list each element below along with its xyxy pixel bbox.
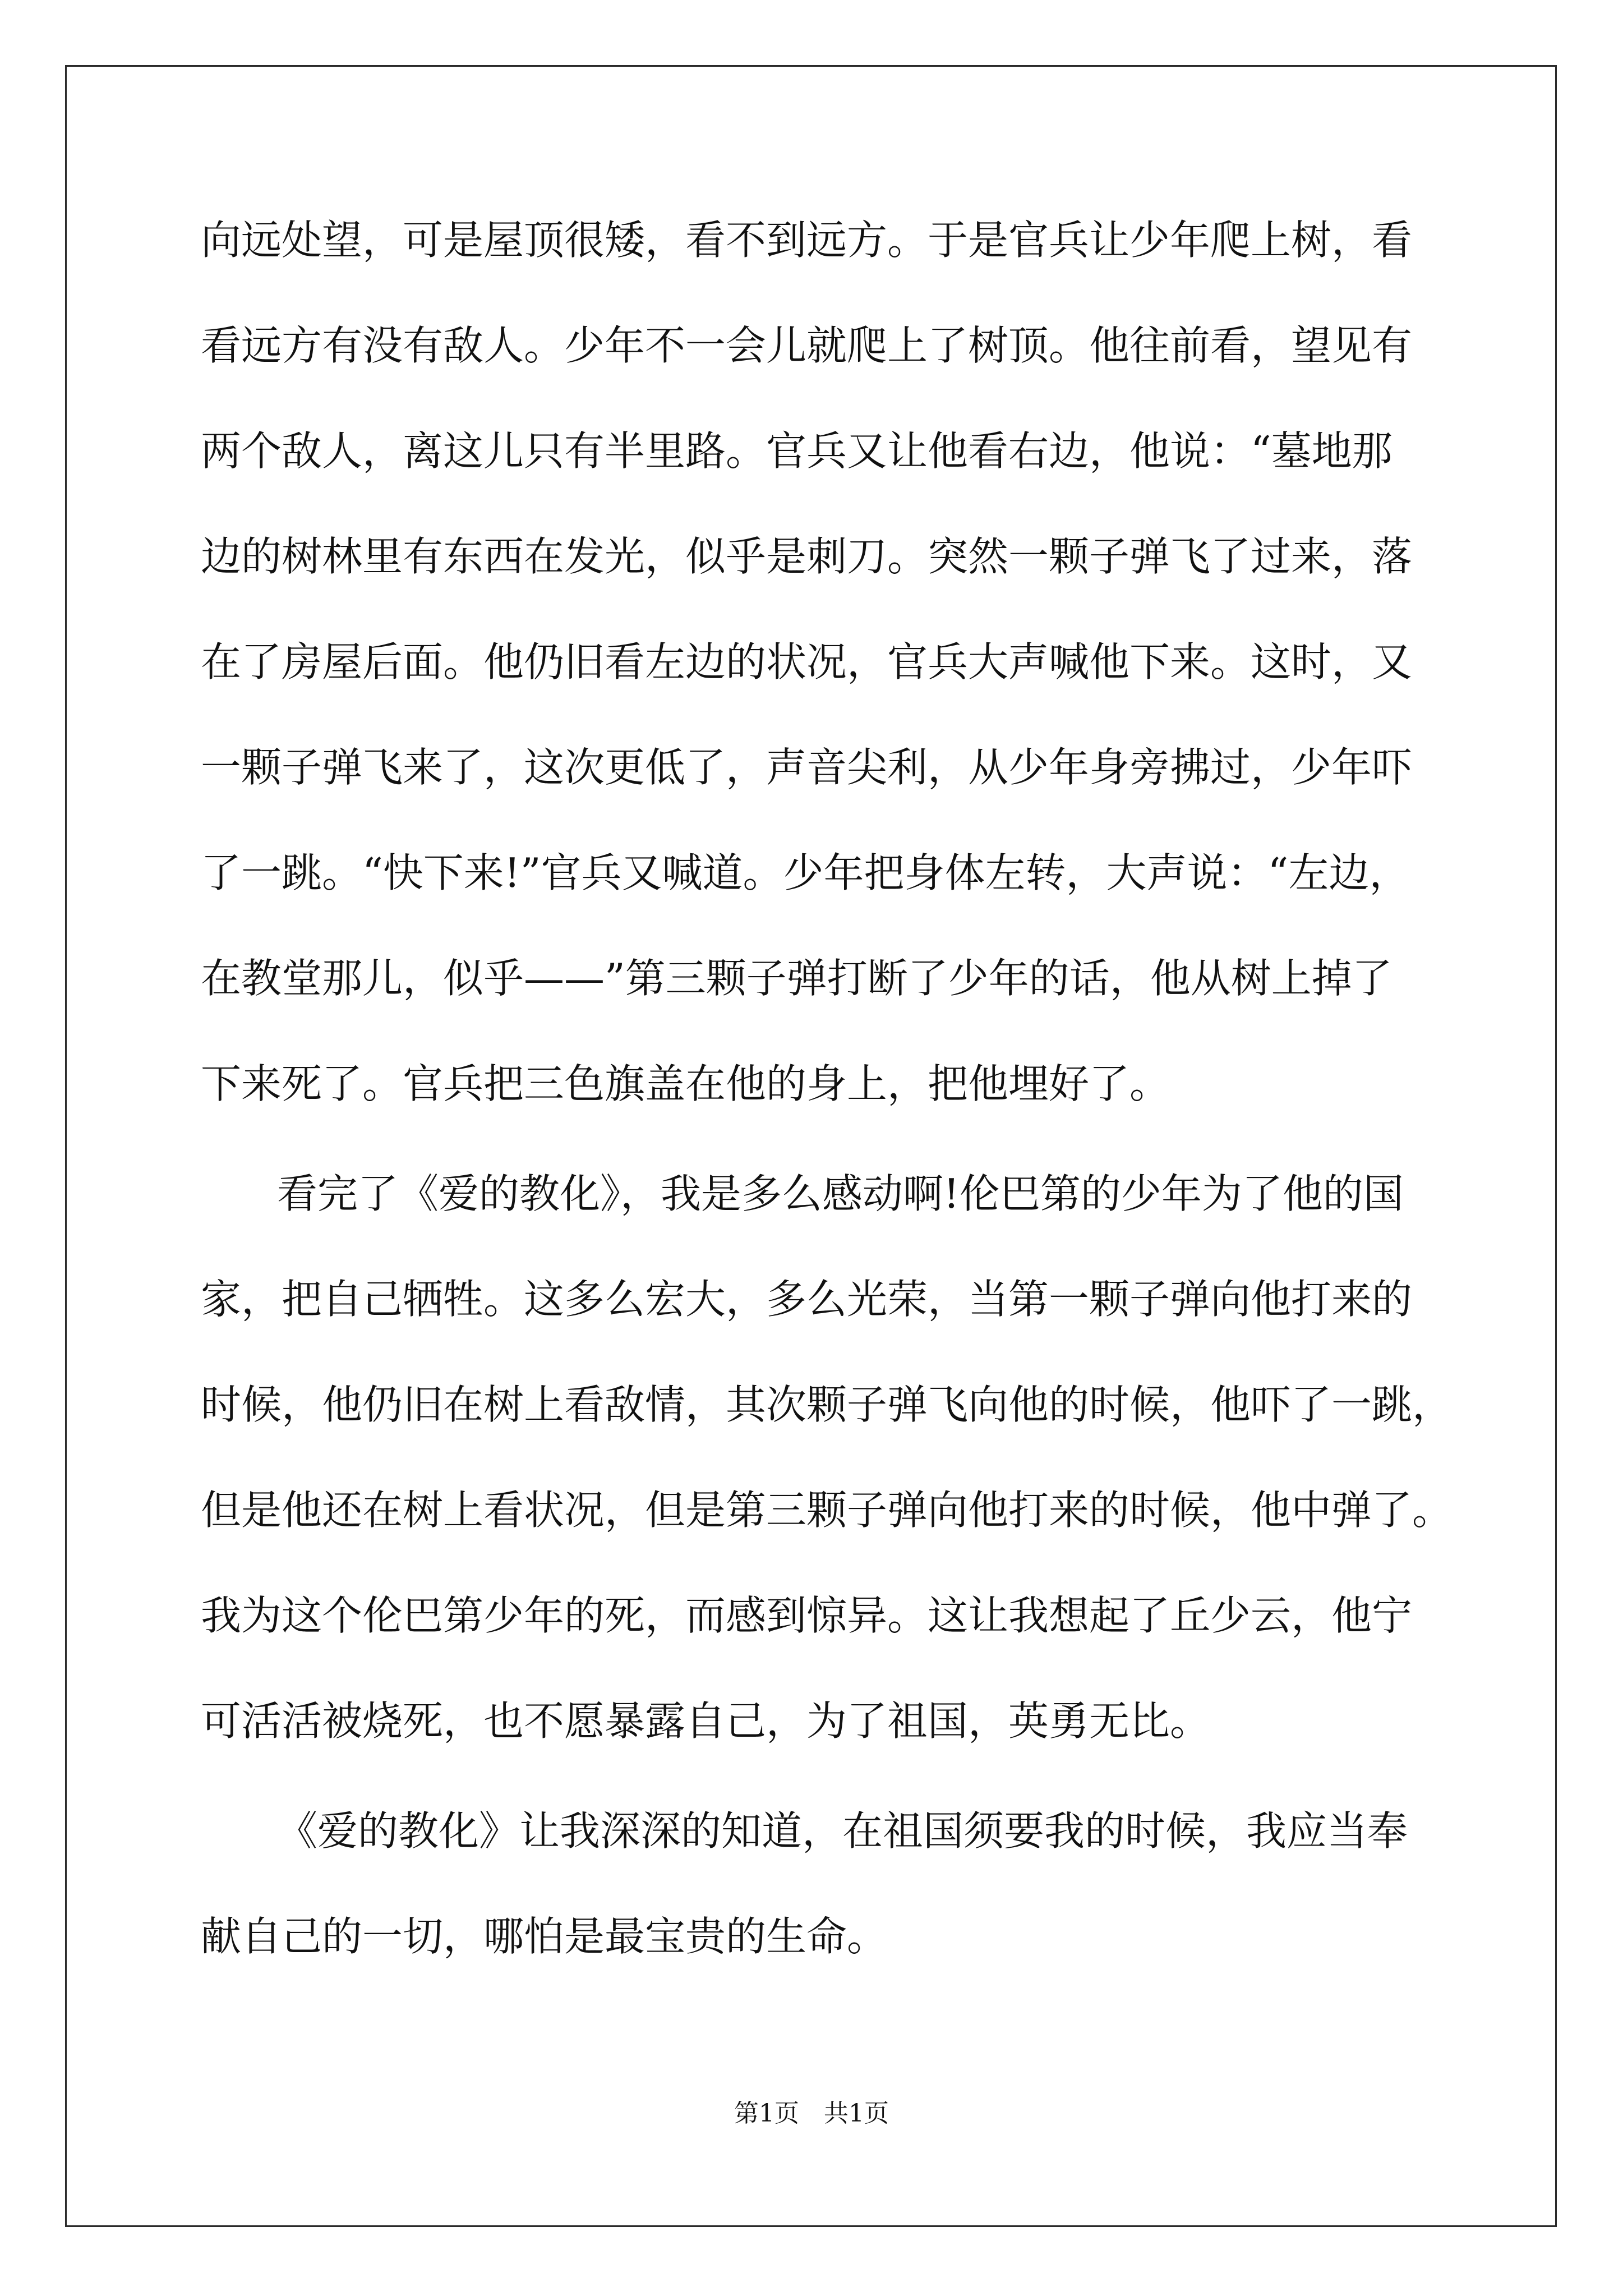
text-line: 家，把自己牺牲。这多么宏大，多么光荣，当第一颗子弹向他打来的 <box>201 1276 1413 1323</box>
paragraph-first-line: 《爱的教化》让我深深的知道，在祖国须要我的时候，我应当奉 <box>277 1807 1408 1855</box>
paragraph-first-line: 看完了《爱的教化》，我是多么感动啊!伦巴第的少年为了他的国 <box>277 1170 1404 1217</box>
text-line: 一颗子弹飞来了，这次更低了，声音尖利，从少年身旁拂过，少年吓 <box>201 744 1413 791</box>
text-line: 但是他还在树上看状况，但是第三颗子弹向他打来的时候，他中弹了。 <box>201 1487 1453 1534</box>
text-line: 在了房屋后面。他仍旧看左边的状况，官兵大声喊他下来。这时，又 <box>201 638 1413 685</box>
text-line: 在教堂那儿，似乎——”第三颗子弹打断了少年的话，他从树上掉了 <box>201 955 1393 1002</box>
text-line: 看远方有没有敌人。少年不一会儿就爬上了树顶。他往前看，望见有 <box>201 322 1413 369</box>
page-number-footer: 第1页 共1页 <box>734 2099 889 2128</box>
text-line: 我为这个伦巴第少年的死，而感到惊异。这让我想起了丘少云，他宁 <box>201 1592 1413 1639</box>
text-line: 向远处望，可是屋顶很矮，看不到远方。于是官兵让少年爬上树，看 <box>201 217 1413 264</box>
text-line: 边的树林里有东西在发光，似乎是刺刀。突然一颗子弹飞了过来，落 <box>201 533 1413 580</box>
text-line: 下来死了。官兵把三色旗盖在他的身上，把他埋好了。 <box>201 1060 1170 1107</box>
text-line: 可活活被烧死，也不愿暴露自己，为了祖国，英勇无比。 <box>201 1697 1211 1745</box>
page-border <box>65 65 1557 2227</box>
text-line: 两个敌人，离这儿只有半里路。官兵又让他看右边，他说：“墓地那 <box>201 427 1393 475</box>
text-line: 了一跳。“快下来!”官兵又喊道。少年把身体左转，大声说：“左边， <box>201 849 1410 896</box>
text-line: 时候，他仍旧在树上看敌情，其次颗子弹飞向他的时候，他吓了一跳， <box>201 1381 1453 1428</box>
text-line: 献自己的一切，哪怕是最宝贵的生命。 <box>201 1913 888 1960</box>
